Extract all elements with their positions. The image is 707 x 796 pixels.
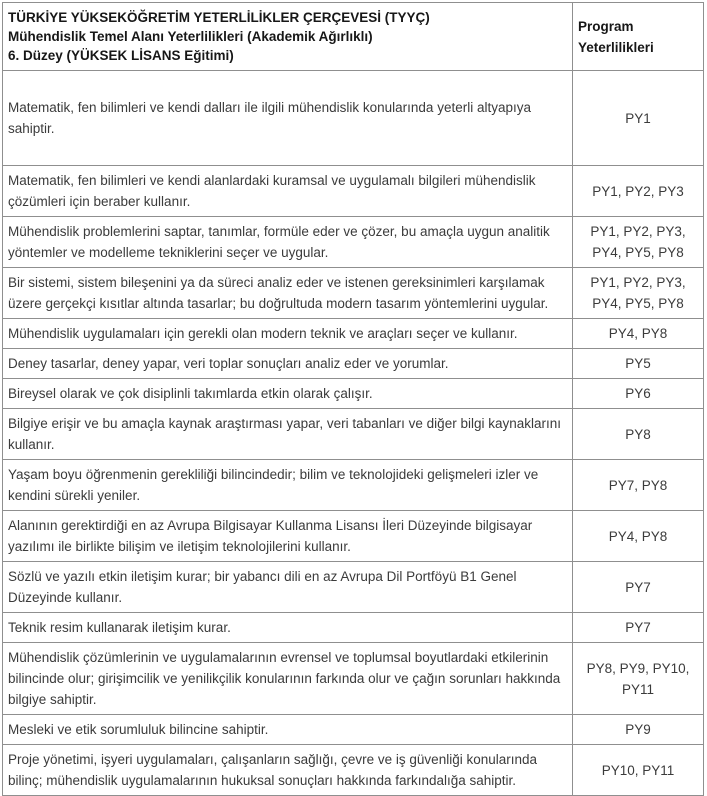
table-row	[3, 379, 704, 409]
framework-title-line-1: TÜRKİYE YÜKSEKÖĞRETİM YETERLİLİKLER ÇERÇEVESİ (TYYÇ)	[8, 10, 430, 25]
competency-text-cell: Bir sistemi, sistem bileşenini ya da süreci analiz eder ve istenen gereksinimleri karşılamak üzere gerçekçi kısıtlar altında tasarlar; bu doğrultuda modern tasarım yöntemlerini uygular.	[3, 268, 573, 319]
table-row	[3, 460, 704, 511]
framework-header-cell	[3, 3, 573, 71]
competency-text-cell: Mühendislik problemlerini saptar, tanımlar, formüle eder ve çözer, bu amaçla uygun analitik yöntemler ve modelleme tekniklerini seçer ve uygular.	[3, 217, 573, 268]
competency-text-cell: Proje yönetimi, işyeri uygulamaları, çalışanların sağlığı, çevre ve iş güvenliği konularında bilinç; mühendislik uygulamalarının hukuksal sonuçları hakkında farkındalığa sahiptir.	[3, 745, 573, 796]
table-row	[3, 319, 704, 349]
table-row	[3, 71, 704, 166]
program-outcomes-cell: PY4, PY8	[573, 511, 704, 562]
competency-text-cell: Yaşam boyu öğrenmenin gerekliliği bilincindedir; bilim ve teknolojideki gelişmeleri izler ve kendini sürekli yeniler.	[3, 460, 573, 511]
competency-text-cell: Matematik, fen bilimleri ve kendi dalları ile ilgili mühendislik konularında yeterli altyapıya sahiptir.	[3, 71, 573, 166]
program-outcomes-cell: PY7	[573, 613, 704, 643]
table-row	[3, 511, 704, 562]
competency-text-cell: Matematik, fen bilimleri ve kendi alanlardaki kuramsal ve uygulamalı bilgileri mühendislik çözümleri için beraber kullanır.	[3, 166, 573, 217]
framework-title-line-2: Mühendislik Temel Alanı Yeterlilikleri (Akademik Ağırlıklı)	[8, 29, 373, 44]
tyyc-qualifications-table	[2, 2, 704, 796]
program-outcomes-cell: PY8, PY9, PY10, PY11	[573, 643, 704, 715]
table-row	[3, 643, 704, 715]
program-outcomes-cell: PY1, PY2, PY3, PY4, PY5, PY8	[573, 217, 704, 268]
table-row	[3, 217, 704, 268]
program-outcomes-cell: PY7, PY8	[573, 460, 704, 511]
table-body	[3, 71, 704, 796]
program-outcomes-cell: PY5	[573, 349, 704, 379]
table-row	[3, 613, 704, 643]
competency-text-cell: Bireysel olarak ve çok disiplinli takımlarda etkin olarak çalışır.	[3, 379, 573, 409]
program-outcomes-cell: PY7	[573, 562, 704, 613]
competency-text-cell: Sözlü ve yazılı etkin iletişim kurar; bir yabancı dili en az Avrupa Dil Portföyü B1 Genel Düzeyinde kullanır.	[3, 562, 573, 613]
table-row	[3, 268, 704, 319]
competency-text-cell: Mühendislik uygulamaları için gerekli olan modern teknik ve araçları seçer ve kullanır.	[3, 319, 573, 349]
competency-text-cell: Deney tasarlar, deney yapar, veri toplar sonuçları analiz eder ve yorumlar.	[3, 349, 573, 379]
program-outcomes-cell: PY1, PY2, PY3, PY4, PY5, PY8	[573, 268, 704, 319]
table-row	[3, 715, 704, 745]
program-outcomes-cell: PY4, PY8	[573, 319, 704, 349]
competency-text-cell: Alanının gerektirdiği en az Avrupa Bilgisayar Kullanma Lisansı İleri Düzeyinde bilgisayar yazılımı ile birlikte bilişim ve iletişim teknolojilerini kullanır.	[3, 511, 573, 562]
program-outcomes-cell: PY1	[573, 71, 704, 166]
table-row	[3, 349, 704, 379]
competency-text-cell: Teknik resim kullanarak iletişim kurar.	[3, 613, 573, 643]
framework-title-line-3: 6. Düzey (YÜKSEK LİSANS Eğitimi)	[8, 48, 234, 63]
competency-text-cell: Bilgiye erişir ve bu amaçla kaynak araştırması yapar, veri tabanları ve diğer bilgi kaynaklarını kullanır.	[3, 409, 573, 460]
header-row	[3, 3, 704, 71]
table-row	[3, 409, 704, 460]
table-row	[3, 562, 704, 613]
program-outcomes-cell: PY6	[573, 379, 704, 409]
competency-text-cell: Mühendislik çözümlerinin ve uygulamalarının evrensel ve toplumsal boyutlardaki etkilerinin bilincinde olur; girişimcilik ve yenilikçilik konularının farkında olur ve çağın sorunları hakkında bilgiye sahiptir.	[3, 643, 573, 715]
competency-text-cell: Mesleki ve etik sorumluluk bilincine sahiptir.	[3, 715, 573, 745]
program-qualifications-header-cell: Program Yeterlilikleri	[573, 3, 704, 71]
program-outcomes-cell: PY9	[573, 715, 704, 745]
program-outcomes-cell: PY10, PY11	[573, 745, 704, 796]
program-outcomes-cell: PY8	[573, 409, 704, 460]
table-row	[3, 166, 704, 217]
program-outcomes-cell: PY1, PY2, PY3	[573, 166, 704, 217]
